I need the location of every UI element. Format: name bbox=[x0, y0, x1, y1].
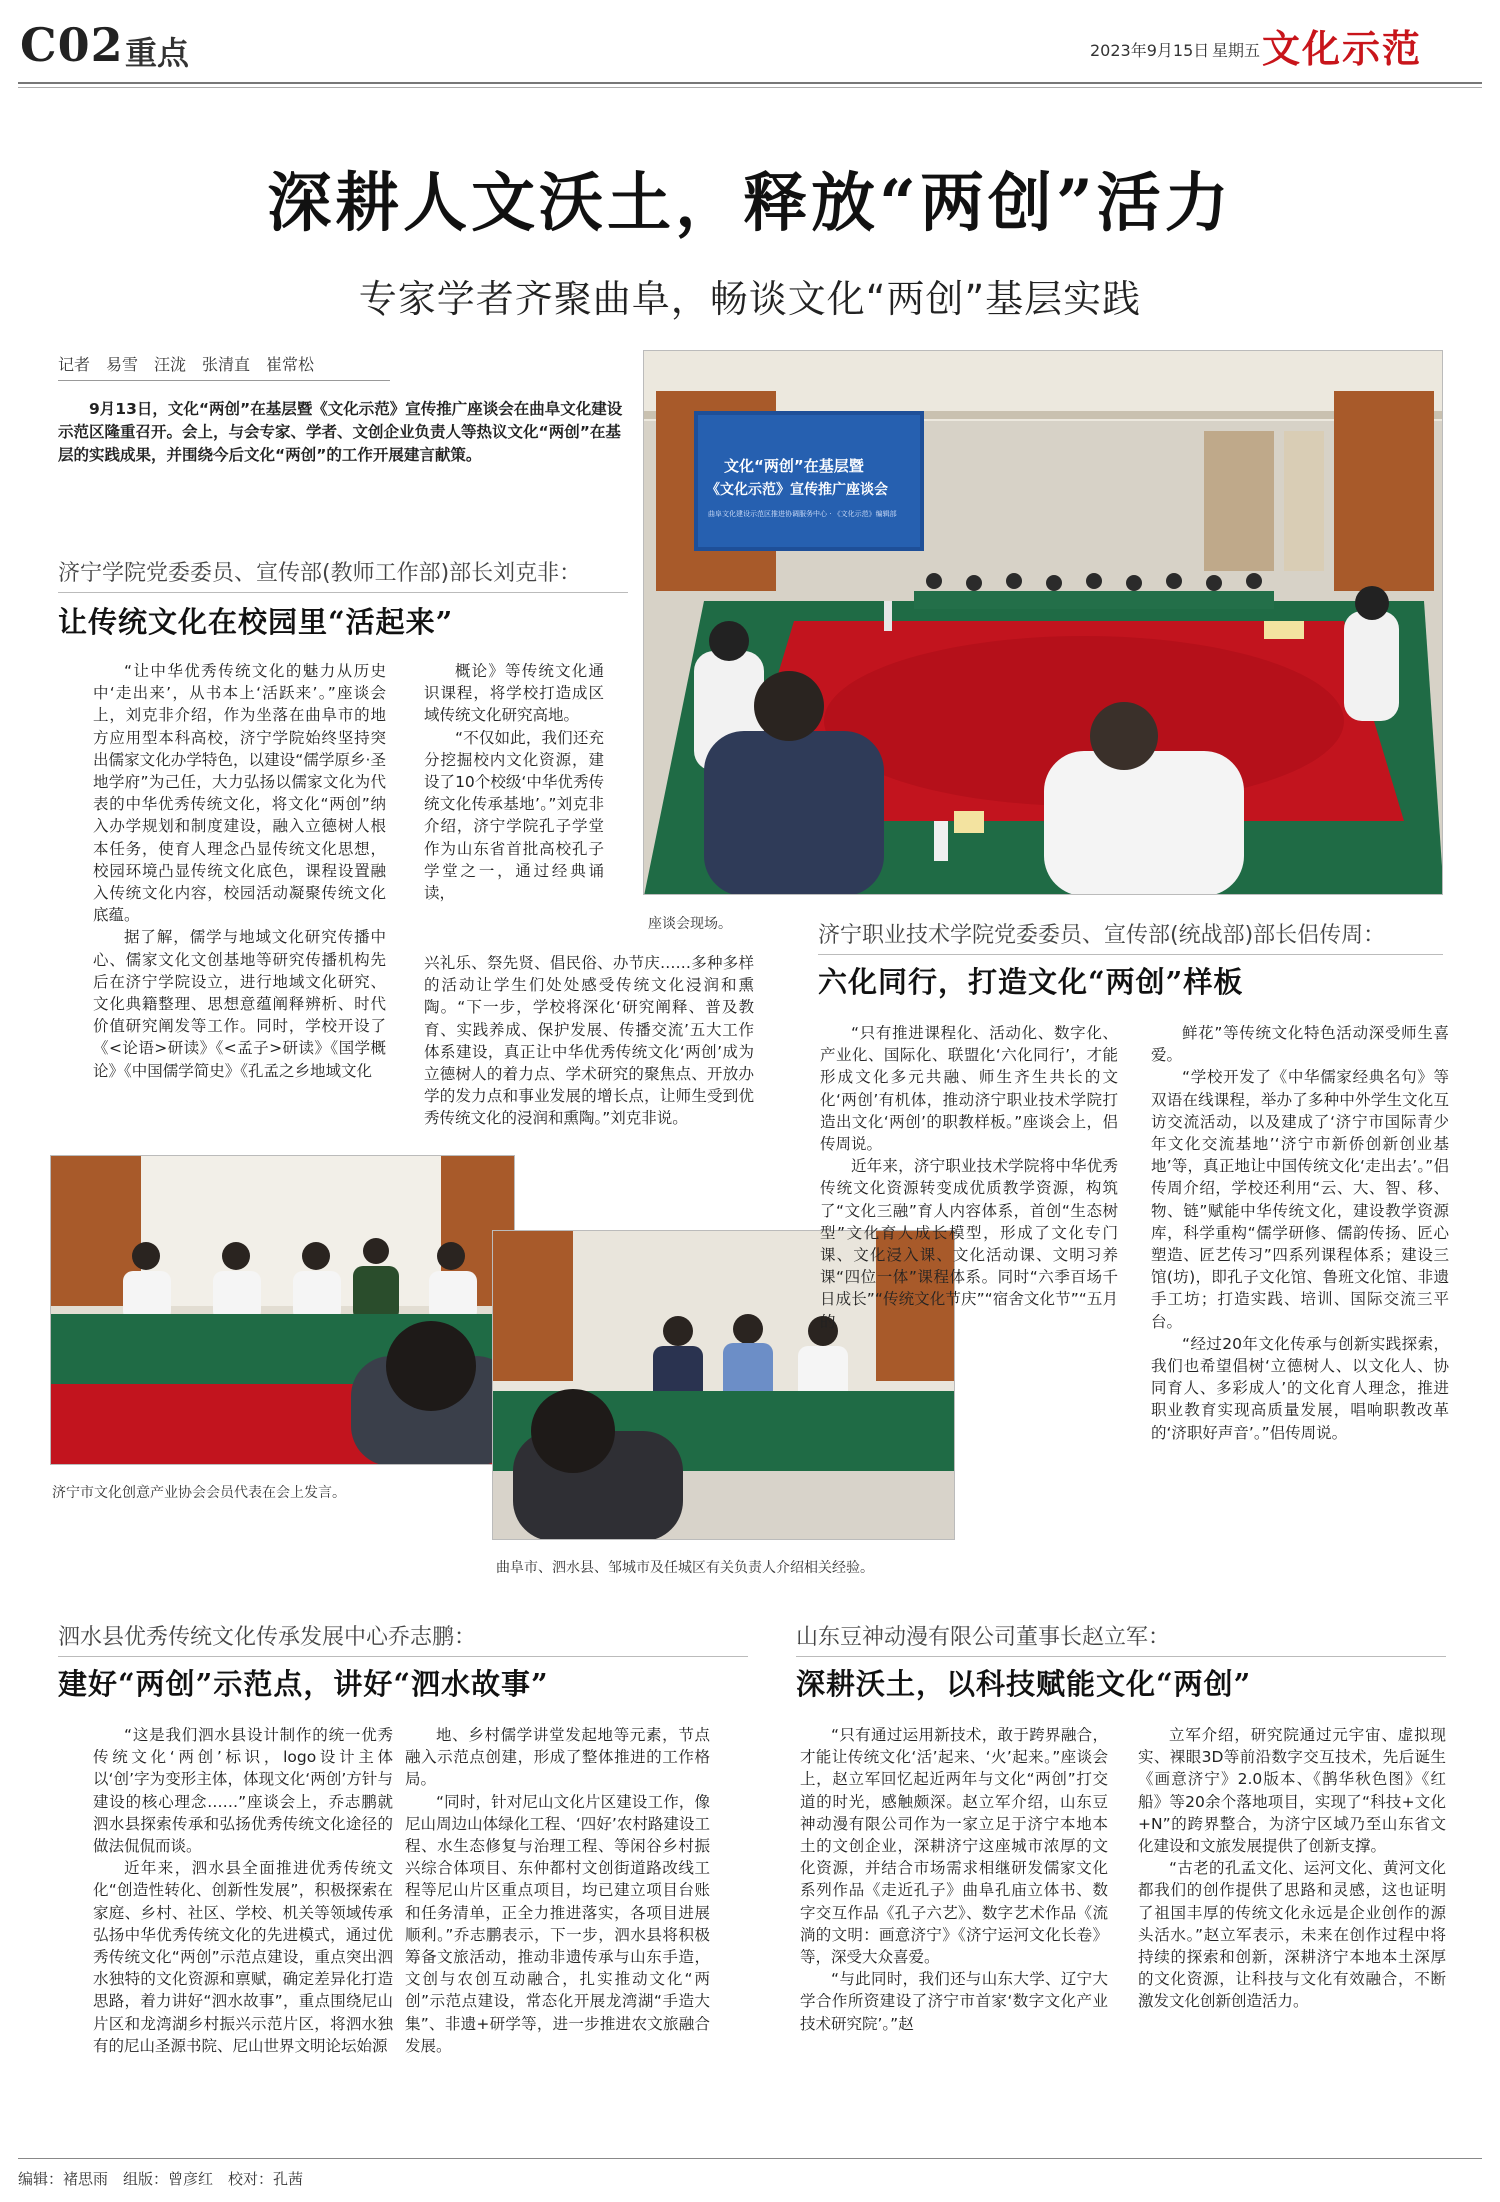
paragraph: “古老的孔孟文化、运河文化、黄河文化都我们的创作提供了思路和灵感，这也证明了祖国丰厚的传统文化永远是企业创作的源头活水。”赵立军表示，未来在创作过程中将持续的探索和创新，深耕济宁本地本土深厚的文化资源，让科技与文化有效融合，不断激发文化创新创造活力。 bbox=[1138, 1859, 1446, 2011]
section-label: 重点 bbox=[125, 34, 190, 72]
page-number: C02 bbox=[20, 18, 124, 72]
left-photo-caption: 济宁市文化创意产业协会会员代表在会上发言。 bbox=[52, 1485, 346, 1501]
masthead-rule-thin bbox=[18, 87, 1482, 88]
lead-paragraph: 9月13日，文化“两创”在基层暨《文化示范》宣传推广座谈会在曲阜文化建设示范区隆重召开。会上，与会专家、学者、文创企业负责人等热议文化“两创”在基层的实践成果，并围绕今后文化“两创”的工作开展建言献策。 bbox=[58, 400, 623, 464]
section3-rule bbox=[58, 1656, 748, 1657]
section2-rule bbox=[818, 954, 1443, 955]
paragraph: “不仅如此，我们还充分挖掘校内文化资源，建设了10个校级‘中华优秀传统文化传承基地’。”刘克非介绍，济宁学院孔子学堂作为山东省首批高校孔子学堂之一，通过经典诵读， bbox=[424, 728, 604, 903]
paragraph: “经过20年文化传承与创新实践探索，我们也希望倡树‘立德树人、以文化人、协同育人、多彩成人’的文化育人理念，推进职业教育实现高质量发展，唱响职教改革的‘济职好声音’。”侣传周说。 bbox=[1151, 1334, 1449, 1442]
paragraph: 立军介绍，研究院通过元宇宙、虚拟现实、裸眼3D等前沿数字交互技术，先后诞生《画意济宁》2.0版本、《鹊华秋色图》《红船》等20余个落地项目，实现了“科技+文化+N”的跨界整合，为济宁区域乃至山东省文化建设和文旅发展提供了创新支撑。 bbox=[1138, 1726, 1446, 1856]
section3-headline: 建好“两创”示范点，讲好“泗水故事” bbox=[58, 1667, 549, 1701]
section1-speaker: 济宁学院党委委员、宣传部(教师工作部)部长刘克非： bbox=[58, 561, 582, 586]
main-photo-meeting-room bbox=[643, 350, 1443, 895]
section4-speaker: 山东豆神动漫有限公司董事长赵立军： bbox=[796, 1625, 1171, 1650]
section1-column2-upper bbox=[424, 660, 604, 950]
section2-headline: 六化同行，打造文化“两创”样板 bbox=[818, 965, 1244, 999]
section2-column2 bbox=[1151, 1022, 1449, 1542]
footer-rule bbox=[18, 2158, 1482, 2159]
paragraph: “同时，针对尼山文化片区建设工作，像尼山周边山体绿化工程、‘四好’农村路建设工程、水生态修复与治理工程、等闲谷乡村振兴综合体项目、东仲都村文创街道路改线工程等尼山片区重点项目，均已建立项目台账和任务清单，正全力推进落实，各项目进展顺利。”乔志鹏表示，下一步，泗水县将积极筹备文旅活动，推动非遗传承与山东手造，文创与农创互动融合，扎实推动文化“两创”示范点建设，常态化开展龙湾湖“手造大集”、非遗+研学等，进一步推进农文旅融合发展。 bbox=[405, 1792, 710, 2055]
section1-column1 bbox=[93, 660, 386, 1150]
reporter-byline: 记者 易雪 汪泷 张清直 崔常松 bbox=[58, 355, 315, 374]
paragraph: 地、乡村儒学讲堂发起地等元素，节点融入示范点创建，形成了整体推进的工作格局。 bbox=[405, 1726, 710, 1789]
paragraph: “只有通过运用新技术，敢于跨界融合，才能让传统文化‘活’起来、‘火’起来。”座谈会上，赵立军回忆起近两年与文化“两创”打交道的时光，感触颇深。赵立军介绍，山东豆神动漫有限公司作为一家立足于济宁本地本土的文创企业，深耕济宁这座城市浓厚的文化资源，并结合市场需求相继研发儒家文化系列作品《走近孔子》曲阜孔庙立体书、数字交互作品《孔子六艺》、数字艺术作品《流淌的文明：画意济宁》《济宁运河文化长卷》等，深受大众喜爱。 bbox=[800, 1726, 1108, 1967]
section4-rule bbox=[796, 1656, 1446, 1657]
paragraph: “让中华优秀传统文化的魅力从历史中‘走出来’，从书本上‘活跃来’。”座谈会上，刘克非介绍，作为坐落在曲阜市的地方应用型本科高校，济宁学院始终坚持突出儒家文化办学特色，以建设“儒学原乡·圣地学府”为己任，大力弘扬以儒家文化为代表的中华优秀传统文化，将文化“两创”纳入办学规划和制度建设，融入立德树人根本任务，使育人理念凸显传统文化思想，校园环境凸显传统文化底色，课程设置融入传统文化内容，校园活动凝聚传统文化底蕴。 bbox=[93, 662, 386, 925]
masthead-rule bbox=[18, 82, 1482, 84]
footer-credits: 编辑：褚思雨 组版：曾彦红 校对：孔茜 bbox=[18, 2170, 304, 2188]
banner-small: 曲阜文化建设示范区推进协调服务中心 · 《文化示范》编辑部 bbox=[708, 510, 897, 518]
paragraph: 近年来，泗水县全面推进优秀传统文化“创造性转化、创新性发展”，积极探索在家庭、乡村、社区、学校、机关等领域传承弘扬中华优秀传统文化的先进模式，通过优秀传统文化“两创”示范点建设，重点突出泗水独特的文化资源和禀赋，确定差异化打造思路，着力讲好“泗水故事”，重点围绕尼山片区和龙湾湖乡村振兴示范片区，将泗水独有的尼山圣源书院、尼山世界文明论坛始源 bbox=[93, 1859, 393, 2055]
main-subtitle: 专家学者齐聚曲阜，畅谈文化“两创”基层实践 bbox=[358, 277, 1142, 321]
paragraph: “学校开发了《中华儒家经典名句》等双语在线课程，举办了多种中外学生文化互访交流活动，以及建成了‘济宁市国际青少年文化交流基地’‘济宁市新侨创新创业基地’等，真正地让中国传统文化‘走出去’。”侣传周介绍，学校还利用“云、大、智、移、物、链”赋能中华传统文化，建设教学资源库，科学重构“儒学研修、儒韵传扬、匠心塑造、匠艺传习”四系列课程体系；建设三馆(坊)，即孔子文化馆、鲁班文化馆、非遗手工坊；打造实践、培训、国际交流三平台。 bbox=[1151, 1068, 1449, 1331]
section4-column1 bbox=[800, 1724, 1108, 2148]
section1-headline: 让传统文化在校园里“活起来” bbox=[58, 605, 454, 639]
section4-column2 bbox=[1138, 1724, 1446, 2148]
section3-column1 bbox=[93, 1724, 393, 2148]
byline-rule bbox=[58, 380, 390, 381]
right-photo-caption: 曲阜市、泗水县、邹城市及任城区有关负责人介绍相关经验。 bbox=[496, 1560, 874, 1576]
section2-column1 bbox=[820, 1022, 1118, 1542]
issue-weekday: 星期五 bbox=[1212, 41, 1261, 60]
paragraph: 概论》等传统文化通识课程，将学校打造成区域传统文化研究高地。 bbox=[424, 662, 604, 725]
newspaper-brand-logo: 文化示范 bbox=[1262, 27, 1423, 71]
section2-speaker: 济宁职业技术学院党委委员、宣传部(统战部)部长侣传周： bbox=[818, 923, 1386, 948]
section1-rule bbox=[58, 592, 628, 593]
paragraph: “与此同时，我们还与山东大学、辽宁大学合作所资建设了济宁市首家‘数字文化产业技术研究院’。”赵 bbox=[800, 1970, 1108, 2033]
paragraph: 据了解，儒学与地域文化研究传播中心、儒家文化文创基地等研究传播机构先后在济宁学院设立，进行地域文化研究、文化典籍整理、思想意蕴阐释辨析、时代价值研究阐发等工作。同时，学校开设了《<论语>研读》《<孟子>研读》《国学概论》《中国儒学简史》《孔孟之乡地域文化 bbox=[93, 928, 386, 1080]
paragraph: “这是我们泗水县设计制作的统一优秀传统文化‘两创’标识，logo设计主体以‘创’字为变形主体，体现文化‘两创’方针与建设的核心理念……”座谈会上，乔志鹏就泗水县探索传承和弘扬优秀传统文化途径的做法侃侃而谈。 bbox=[93, 1726, 393, 1856]
main-photo-caption: 座谈会现场。 bbox=[648, 916, 732, 932]
main-headline: 深耕人文沃土，释放“两创”活力 bbox=[267, 166, 1233, 241]
banner-line1: 文化“两创”在基层暨 bbox=[724, 457, 864, 475]
paragraph: “只有推进课程化、活动化、数字化、产业化、国际化、联盟化‘六化同行’，才能形成文化多元共融、师生齐生共长的文化‘两创’有机体，推动济宁职业技术学院打造出文化‘两创’的职教样板。”座谈会上，侣传周说。 bbox=[820, 1024, 1118, 1154]
paragraph: 近年来，济宁职业技术学院将中华优秀传统文化资源转变成优质教学资源，构筑了“文化三融”育人内容体系，首创“生态树型”文化育人成长模型，形成了文化专门课、文化浸入课、文化活动课、文明习养课“四位一体”课程体系。同时“六季百场千日成长”“传统文化节庆”“宿舍文化节”“五月的 bbox=[820, 1157, 1118, 1331]
paragraph: 鲜花”等传统文化特色活动深受师生喜爱。 bbox=[1151, 1024, 1449, 1065]
banner-line2: 《文化示范》宣传推广座谈会 bbox=[706, 482, 888, 498]
issue-date: 2023年9月15日 bbox=[1090, 41, 1210, 60]
paragraph: 兴礼乐、祭先贤、倡民俗、办节庆……多种多样的活动让学生们处处感受传统文化浸润和熏陶。“下一步，学校将深化‘研究阐释、普及教育、实践养成、保护发展、传播交流’五大工作体系建设，真正让中华优秀传统文化‘两创’成为立德树人的着力点、学术研究的聚焦点、开放办学的发力点和事业发展的增长点，让师生受到优秀传统文化的浸润和熏陶。”刘克非说。 bbox=[424, 954, 754, 1128]
section3-column2 bbox=[405, 1724, 710, 2148]
section4-headline: 深耕沃土，以科技赋能文化“两创” bbox=[796, 1667, 1252, 1701]
section3-speaker: 泗水县优秀传统文化传承发展中心乔志鹏： bbox=[58, 1625, 477, 1650]
left-photo-speakers bbox=[50, 1155, 515, 1465]
